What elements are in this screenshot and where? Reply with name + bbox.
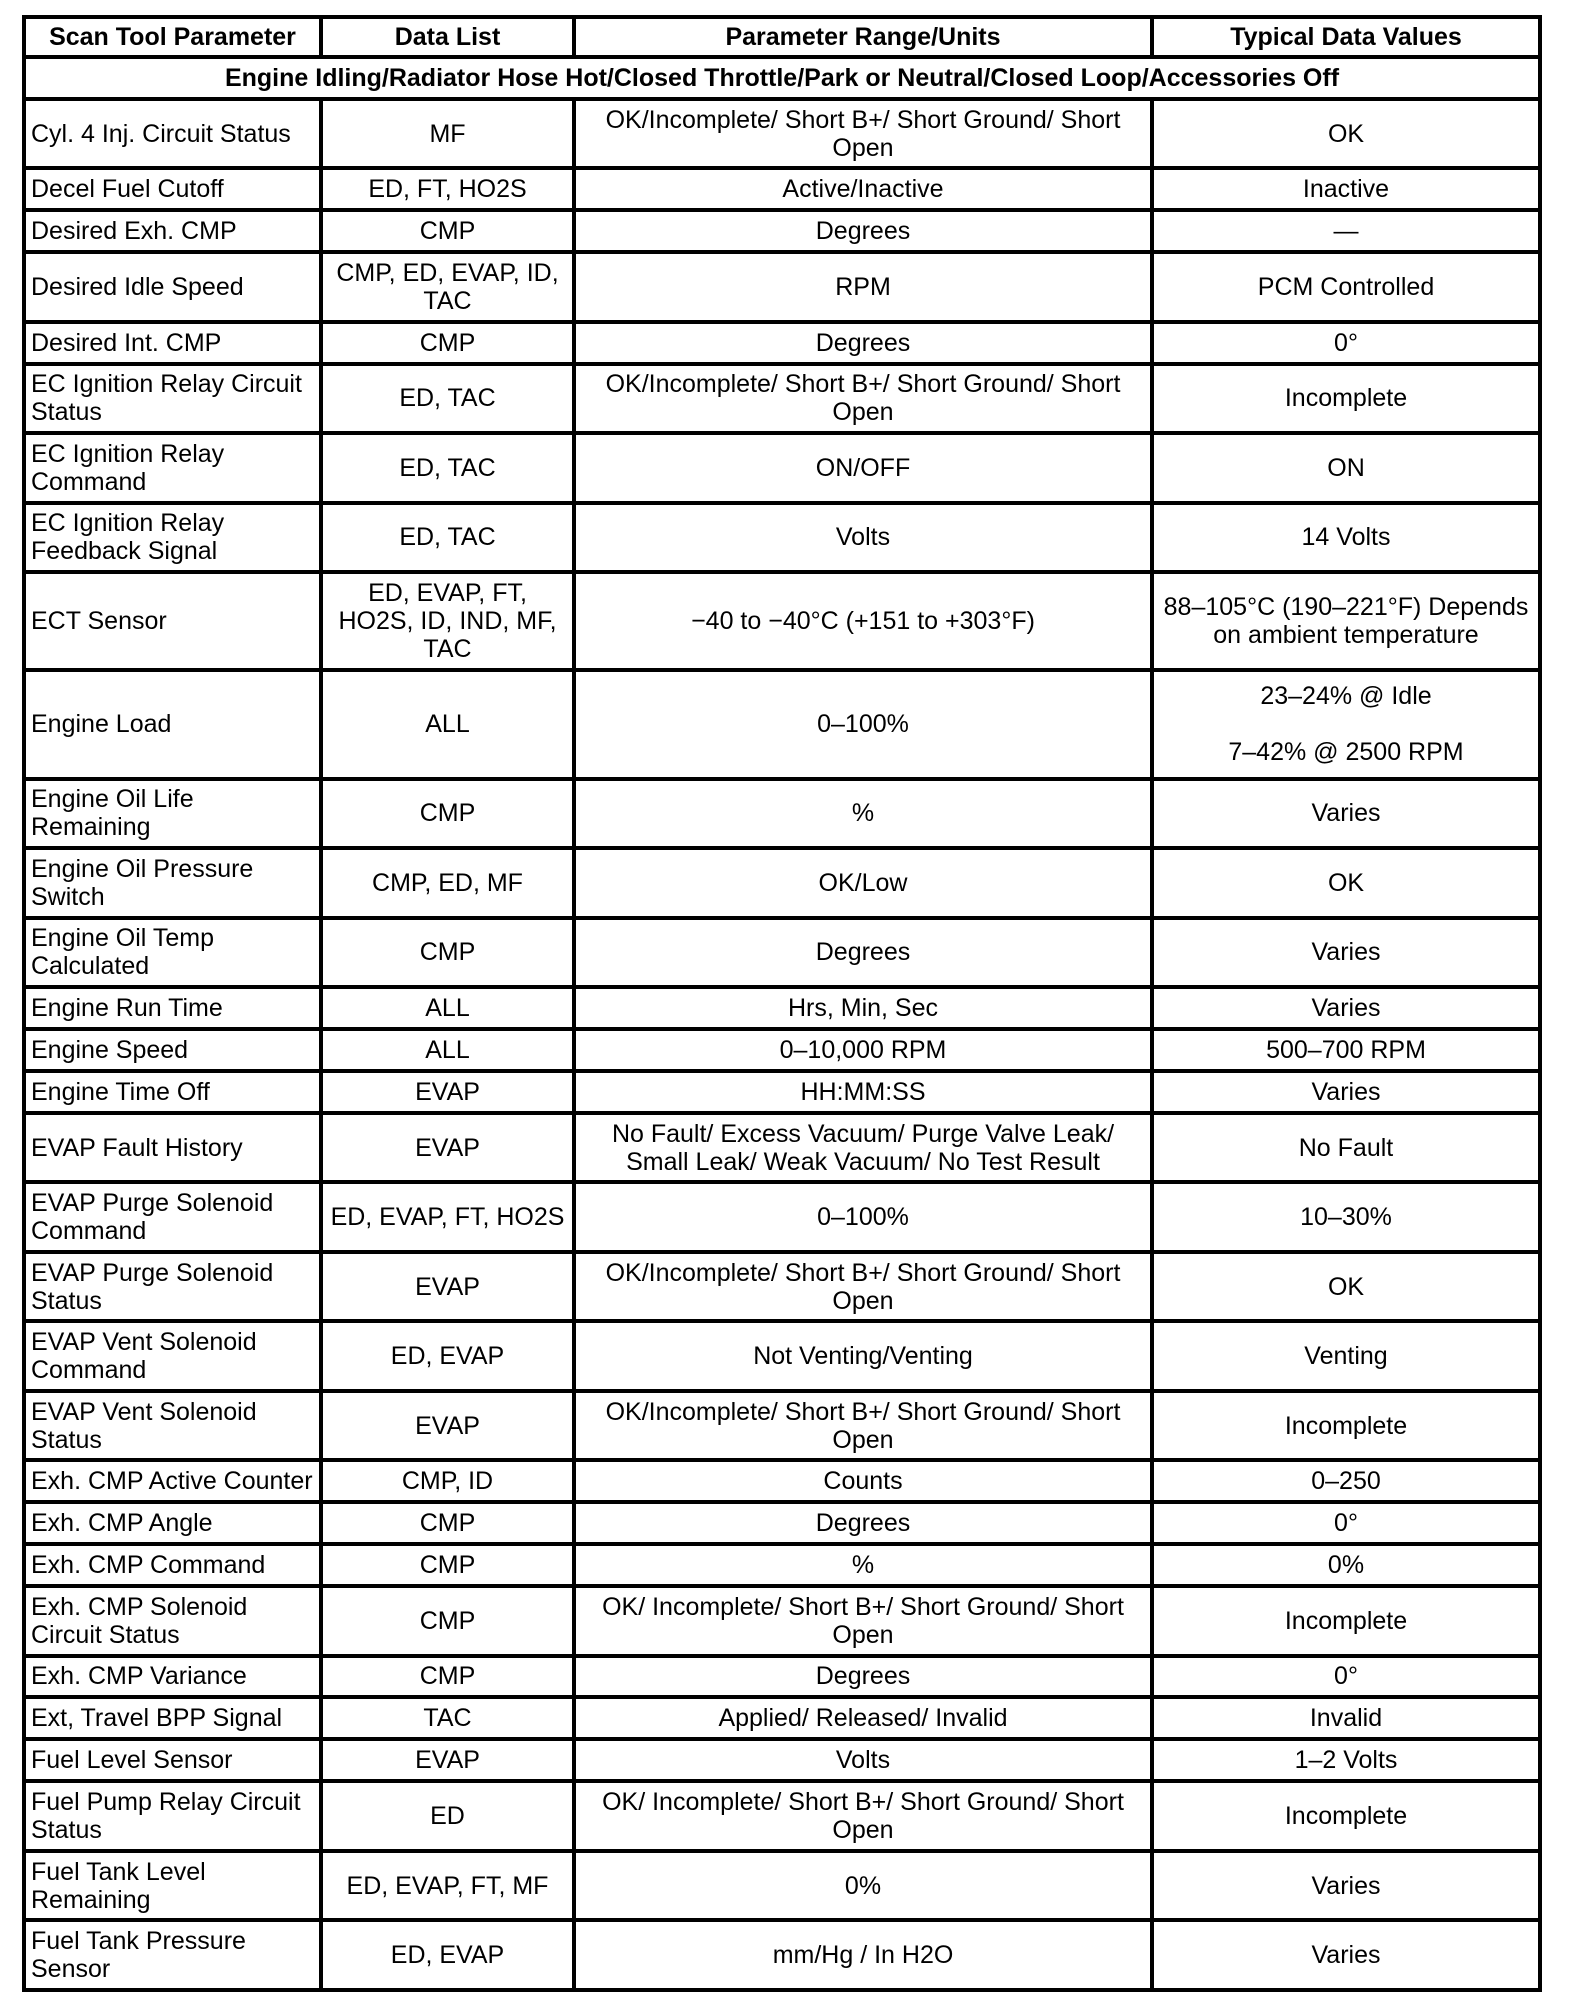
cell-parameter-range: OK/Low [574, 848, 1152, 918]
cell-parameter: Exh. CMP Solenoid Circuit Status [24, 1586, 321, 1656]
cell-data-list: ED, EVAP, FT, MF [321, 1851, 574, 1921]
table-row [24, 670, 1540, 778]
cell-typical-value: PCM Controlled [1152, 252, 1540, 322]
cell-parameter-range: Degrees [574, 1502, 1152, 1544]
table-row [24, 1781, 1540, 1851]
cell-typical-value: Varies [1152, 918, 1540, 988]
cell-typical-value: 0° [1152, 322, 1540, 364]
cell-parameter: EC Ignition Relay Circuit Status [24, 364, 321, 434]
cell-typical-value: 0° [1152, 1656, 1540, 1698]
cell-typical-value: Varies [1152, 1071, 1540, 1113]
cell-typical-value: Venting [1152, 1321, 1540, 1391]
header-scan-tool-parameter: Scan Tool Parameter [24, 17, 321, 57]
table-row [24, 1739, 1540, 1781]
cell-data-list: ED, EVAP, FT, HO2S, ID, IND, MF, TAC [321, 572, 574, 670]
cell-parameter-range: ON/OFF [574, 433, 1152, 503]
cell-data-list: CMP, ED, MF [321, 848, 574, 918]
table-row [24, 918, 1540, 988]
cell-parameter: Exh. CMP Angle [24, 1502, 321, 1544]
cell-parameter: Engine Oil Life Remaining [24, 779, 321, 849]
cell-typical-value: 0% [1152, 1544, 1540, 1586]
cell-parameter: EC Ignition Relay Command [24, 433, 321, 503]
cell-parameter: Fuel Level Sensor [24, 1739, 321, 1781]
table-row [24, 1544, 1540, 1586]
table-row [24, 1697, 1540, 1739]
cell-typical-value: Inactive [1152, 168, 1540, 210]
table-row [24, 1656, 1540, 1698]
cell-typical-value: 1–2 Volts [1152, 1739, 1540, 1781]
header-row [24, 17, 1540, 57]
table-row [24, 99, 1540, 169]
cell-typical-value: Incomplete [1152, 1391, 1540, 1461]
cell-data-list: EVAP [321, 1391, 574, 1461]
cell-parameter: Fuel Pump Relay Circuit Status [24, 1781, 321, 1851]
cell-parameter-range: 0–100% [574, 670, 1152, 778]
table-row [24, 1029, 1540, 1071]
cell-typical-value: 10–30% [1152, 1182, 1540, 1252]
cell-parameter: Ext, Travel BPP Signal [24, 1697, 321, 1739]
cell-parameter-range: 0–10,000 RPM [574, 1029, 1152, 1071]
operating-condition: Engine Idling/Radiator Hose Hot/Closed Throttle/Park or Neutral/Closed Loop/Accessories Off [24, 57, 1540, 99]
cell-typical-value: 0–250 [1152, 1460, 1540, 1502]
cell-data-list: ED [321, 1781, 574, 1851]
cell-parameter: EVAP Purge Solenoid Command [24, 1182, 321, 1252]
cell-parameter: Cyl. 4 Inj. Circuit Status [24, 99, 321, 169]
cell-parameter: Exh. CMP Variance [24, 1656, 321, 1698]
cell-typical-value: Varies [1152, 1920, 1540, 1990]
cell-typical-value: 88–105°C (190–221°F) Depends on ambient temperature [1152, 572, 1540, 670]
table-row [24, 1460, 1540, 1502]
cell-parameter-range: OK/Incomplete/ Short B+/ Short Ground/ Short Open [574, 364, 1152, 434]
cell-data-list: EVAP [321, 1739, 574, 1781]
cell-typical-value: Incomplete [1152, 1586, 1540, 1656]
cell-parameter-range: OK/ Incomplete/ Short B+/ Short Ground/ Short Open [574, 1586, 1152, 1656]
cell-data-list: ALL [321, 1029, 574, 1071]
table-row [24, 1851, 1540, 1921]
condition-row [24, 57, 1540, 99]
cell-parameter-range: HH:MM:SS [574, 1071, 1152, 1113]
cell-data-list: CMP [321, 322, 574, 364]
cell-parameter-range: Volts [574, 503, 1152, 573]
table-row [24, 1391, 1540, 1461]
cell-parameter-range: OK/Incomplete/ Short B+/ Short Ground/ Short Open [574, 1252, 1152, 1322]
table-row [24, 779, 1540, 849]
cell-data-list: EVAP [321, 1252, 574, 1322]
table-row [24, 1252, 1540, 1322]
cell-parameter-range: mm/Hg / In H2O [574, 1920, 1152, 1990]
cell-parameter-range: Counts [574, 1460, 1152, 1502]
cell-data-list: CMP [321, 1586, 574, 1656]
scan-tool-data-table [22, 15, 1542, 1992]
cell-data-list: ALL [321, 670, 574, 778]
cell-parameter: EVAP Purge Solenoid Status [24, 1252, 321, 1322]
cell-data-list: ED, EVAP, FT, HO2S [321, 1182, 574, 1252]
cell-data-list: CMP, ED, EVAP, ID, TAC [321, 252, 574, 322]
table-row [24, 987, 1540, 1029]
cell-data-list: ED, TAC [321, 364, 574, 434]
cell-parameter: EVAP Vent Solenoid Status [24, 1391, 321, 1461]
cell-parameter: ECT Sensor [24, 572, 321, 670]
table-row [24, 848, 1540, 918]
cell-data-list: EVAP [321, 1113, 574, 1183]
table-row [24, 1920, 1540, 1990]
cell-parameter-range: Active/Inactive [574, 168, 1152, 210]
cell-parameter-range: 0–100% [574, 1182, 1152, 1252]
cell-parameter: EC Ignition Relay Feedback Signal [24, 503, 321, 573]
cell-parameter-range: % [574, 779, 1152, 849]
cell-data-list: ED, EVAP [321, 1920, 574, 1990]
header-data-list: Data List [321, 17, 574, 57]
table-row [24, 168, 1540, 210]
cell-parameter: Decel Fuel Cutoff [24, 168, 321, 210]
cell-data-list: ED, EVAP [321, 1321, 574, 1391]
cell-parameter: Fuel Tank Level Remaining [24, 1851, 321, 1921]
cell-parameter: Desired Idle Speed [24, 252, 321, 322]
table-row [24, 210, 1540, 252]
cell-parameter: Engine Oil Pressure Switch [24, 848, 321, 918]
cell-parameter-range: OK/Incomplete/ Short B+/ Short Ground/ Short Open [574, 1391, 1152, 1461]
header-typical-data-values: Typical Data Values [1152, 17, 1540, 57]
cell-parameter: Exh. CMP Command [24, 1544, 321, 1586]
cell-parameter-range: % [574, 1544, 1152, 1586]
cell-data-list: CMP [321, 779, 574, 849]
cell-data-list: ED, FT, HO2S [321, 168, 574, 210]
cell-typical-value: Varies [1152, 987, 1540, 1029]
cell-parameter: Engine Speed [24, 1029, 321, 1071]
cell-typical-value: OK [1152, 848, 1540, 918]
table-row [24, 1321, 1540, 1391]
cell-parameter-range: −40 to −40°C (+151 to +303°F) [574, 572, 1152, 670]
cell-data-list: CMP [321, 1502, 574, 1544]
cell-typical-value: Invalid [1152, 1697, 1540, 1739]
cell-parameter-range: 0% [574, 1851, 1152, 1921]
cell-data-list: ED, TAC [321, 503, 574, 573]
cell-parameter-range: Degrees [574, 1656, 1152, 1698]
cell-typical-value: Varies [1152, 1851, 1540, 1921]
cell-parameter-range: Degrees [574, 918, 1152, 988]
table-row [24, 1586, 1540, 1656]
table-row [24, 1502, 1540, 1544]
cell-typical-value: ON [1152, 433, 1540, 503]
table-row [24, 322, 1540, 364]
cell-parameter-range: Applied/ Released/ Invalid [574, 1697, 1152, 1739]
cell-data-list: CMP [321, 918, 574, 988]
cell-parameter-range: Degrees [574, 210, 1152, 252]
cell-typical-value: Incomplete [1152, 364, 1540, 434]
cell-data-list: EVAP [321, 1071, 574, 1113]
cell-parameter-range: No Fault/ Excess Vacuum/ Purge Valve Leak/ Small Leak/ Weak Vacuum/ No Test Result [574, 1113, 1152, 1183]
cell-data-list: CMP [321, 1544, 574, 1586]
cell-typical-value: OK [1152, 1252, 1540, 1322]
cell-typical-value: Incomplete [1152, 1781, 1540, 1851]
cell-parameter: Engine Time Off [24, 1071, 321, 1113]
cell-data-list: TAC [321, 1697, 574, 1739]
table-row [24, 1071, 1540, 1113]
cell-parameter-range: Degrees [574, 322, 1152, 364]
table-row [24, 503, 1540, 573]
cell-parameter: Engine Run Time [24, 987, 321, 1029]
table-body [24, 57, 1540, 1990]
cell-typical-value: 23–24% @ Idle 7–42% @ 2500 RPM [1152, 670, 1540, 778]
cell-typical-value: 14 Volts [1152, 503, 1540, 573]
cell-parameter: Engine Oil Temp Calculated [24, 918, 321, 988]
cell-data-list: ED, TAC [321, 433, 574, 503]
cell-parameter: Fuel Tank Pressure Sensor [24, 1920, 321, 1990]
cell-data-list: CMP [321, 210, 574, 252]
cell-typical-value: Varies [1152, 779, 1540, 849]
cell-parameter-range: Not Venting/Venting [574, 1321, 1152, 1391]
table-row [24, 1182, 1540, 1252]
cell-parameter: Engine Load [24, 670, 321, 778]
header-parameter-range-units: Parameter Range/Units [574, 17, 1152, 57]
cell-typical-value: 500–700 RPM [1152, 1029, 1540, 1071]
cell-parameter: EVAP Fault History [24, 1113, 321, 1183]
cell-parameter-range: OK/Incomplete/ Short B+/ Short Ground/ Short Open [574, 99, 1152, 169]
cell-parameter-range: RPM [574, 252, 1152, 322]
cell-parameter: Desired Int. CMP [24, 322, 321, 364]
table-row [24, 572, 1540, 670]
cell-parameter-range: Volts [574, 1739, 1152, 1781]
cell-data-list: MF [321, 99, 574, 169]
cell-parameter-range: OK/ Incomplete/ Short B+/ Short Ground/ Short Open [574, 1781, 1152, 1851]
cell-data-list: ALL [321, 987, 574, 1029]
cell-parameter: Exh. CMP Active Counter [24, 1460, 321, 1502]
table-row [24, 252, 1540, 322]
cell-typical-value: 0° [1152, 1502, 1540, 1544]
table-row [24, 433, 1540, 503]
cell-typical-value: — [1152, 210, 1540, 252]
cell-parameter: EVAP Vent Solenoid Command [24, 1321, 321, 1391]
table-row [24, 364, 1540, 434]
cell-typical-value: No Fault [1152, 1113, 1540, 1183]
cell-parameter-range: Hrs, Min, Sec [574, 987, 1152, 1029]
cell-data-list: CMP, ID [321, 1460, 574, 1502]
table-row [24, 1113, 1540, 1183]
cell-data-list: CMP [321, 1656, 574, 1698]
cell-parameter: Desired Exh. CMP [24, 210, 321, 252]
cell-typical-value: OK [1152, 99, 1540, 169]
